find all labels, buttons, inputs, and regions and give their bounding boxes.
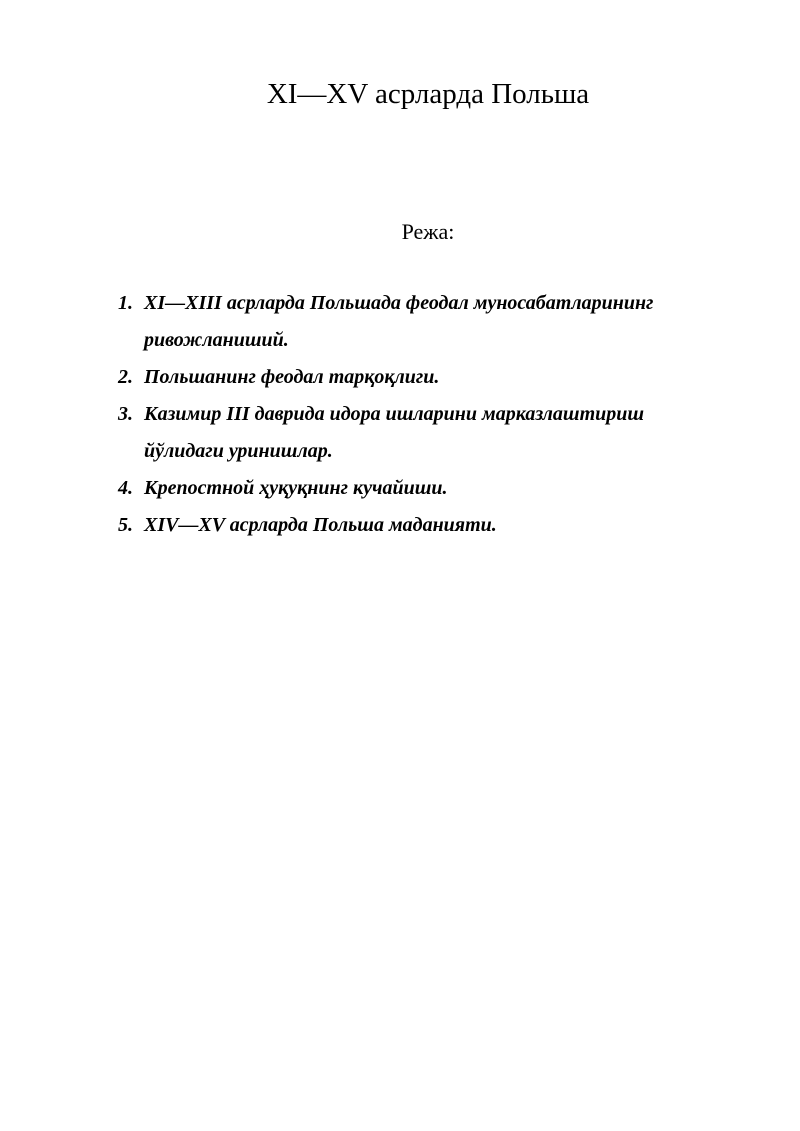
plan-item-5 [118, 507, 718, 544]
plan-item-text: XIV—XV асрларда Польша маданияти. [144, 514, 497, 536]
plan-item-text: Крепостной ҳуқуқнинг кучайиши. [144, 477, 448, 499]
plan-item-text: XI—XIII асрларда Польшада феодал муносабатларининг ривожланиший. [144, 292, 654, 351]
plan-item-number: 1. [118, 292, 133, 314]
plan-item-number: 5. [118, 514, 133, 536]
plan-list [118, 285, 718, 544]
plan-item-text: Польшанинг феодал тарқоқлиги. [144, 366, 440, 388]
plan-item-4 [118, 470, 718, 507]
plan-heading: Режа: [401, 219, 455, 244]
plan-item-number: 4. [118, 477, 133, 499]
plan-item-2 [118, 359, 718, 396]
document-title: XI—XV асрларда Польша [266, 78, 590, 110]
plan-item-number: 2. [118, 366, 133, 388]
plan-item-text: Казимир III даврида идора ишларини марказлаштириш йўлидаги уринишлар. [144, 403, 645, 462]
plan-item-1 [118, 285, 718, 359]
plan-item-number: 3. [118, 403, 133, 425]
plan-item-3 [118, 396, 718, 470]
